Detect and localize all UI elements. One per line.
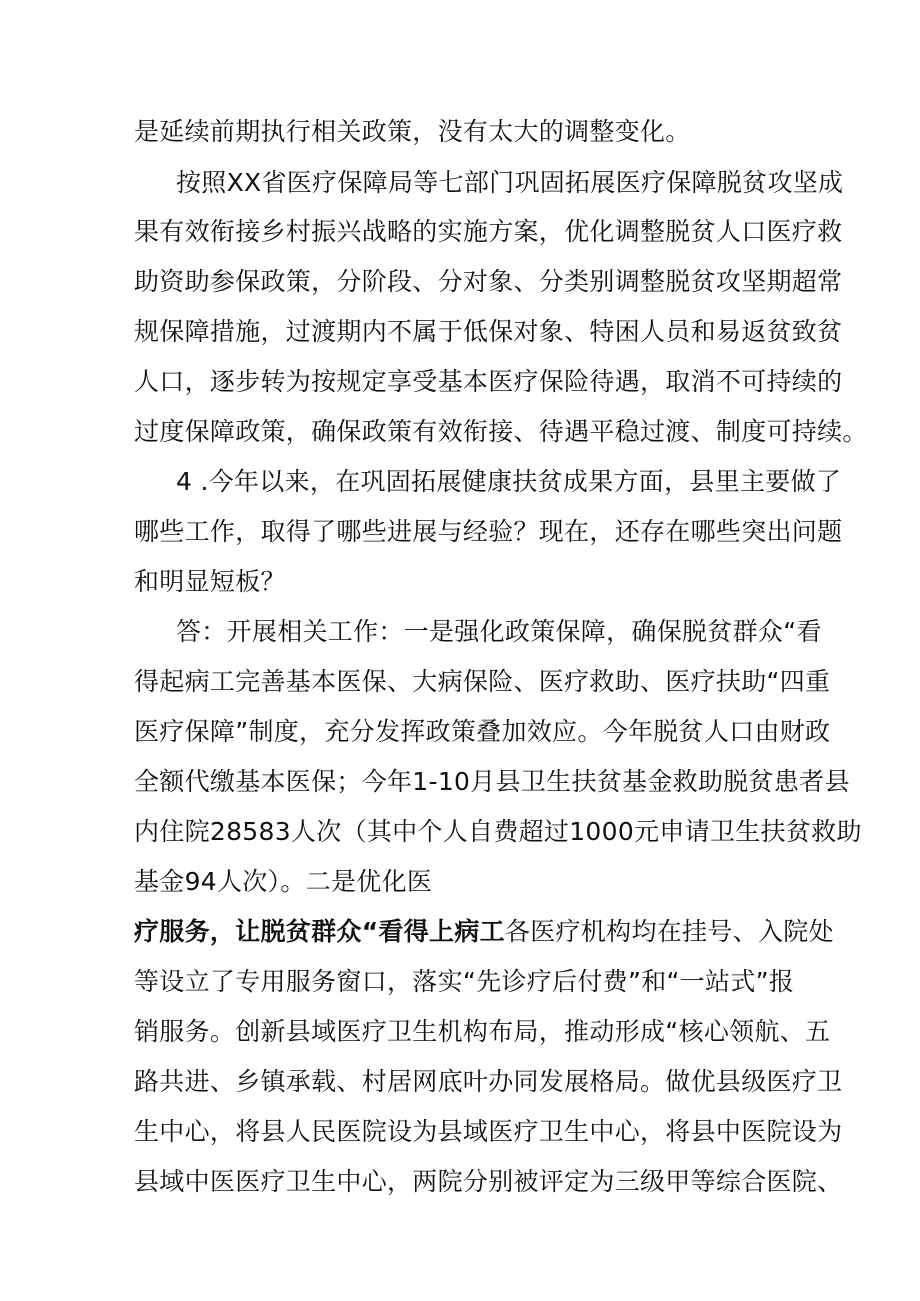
question-line: 哪些工作，取得了哪些进展与经验？现在，还存在哪些突出问题	[134, 517, 843, 546]
question-line: 和明显短板？	[134, 567, 286, 596]
line-text: 各医疗机构均在挂号、入院处	[504, 917, 834, 946]
paragraph-line: 是延续前期执行相关政策，没有太大的调整变化。	[134, 117, 691, 146]
answer-line: 路共进、乡镇承载、村居网底叶办同发展格局。做优县级医疗卫	[134, 1067, 843, 1096]
answer-line: 等设立了专用服务窗口，落实“先诊疗后付费”和“一站式”报	[134, 967, 795, 996]
paragraph-line: 果有效衔接乡村振兴战略的实施方案，优化调整脱贫人口医疗救	[134, 217, 843, 246]
paragraph-line: 按照XX省医疗保障局等七部门巩固拓展医疗保障脱贫攻坚成	[176, 168, 844, 197]
paragraph-line: 人口，逐步转为按规定享受基本医疗保险待遇，取消不可持续的	[134, 367, 843, 396]
answer-line: 得起病工完善基本医保、大病保险、医疗救助、医疗扶助“四重	[134, 667, 831, 696]
question-line: 4 .今年以来，在巩固拓展健康扶贫成果方面，县里主要做了	[176, 467, 842, 496]
paragraph-line: 过度保障政策，确保政策有效衔接、待遇平稳过渡、制度可持续。	[134, 417, 868, 446]
answer-line	[134, 914, 834, 950]
paragraph-line: 规保障措施，过渡期内不属于低保对象、特困人员和易返贫致贫	[134, 317, 843, 346]
answer-line: 全额代缴基本医保；今年1-10月县卫生扶贫基金救助脱贫患者县	[134, 767, 850, 796]
answer-line: 生中心，将县人民医院设为县域医疗卫生中心，将县中医院设为	[134, 1117, 843, 1146]
answer-line: 内住院28583人次（其中个人自费超过1000元申请卫生扶贫救助	[134, 817, 862, 846]
paragraph-line: 助资助参保政策，分阶段、分对象、分类别调整脱贫攻坚期超常	[134, 267, 843, 296]
answer-line: 销服务。创新县域医疗卫生机构布局，推动形成“核心领航、五	[134, 1017, 831, 1046]
answer-line: 答：开展相关工作：一是强化政策保障，确保脱贫群众“看	[176, 617, 822, 646]
answer-line: 医疗保障”制度，充分发挥政策叠加效应。今年脱贫人口由财政	[134, 717, 831, 746]
bold-heading: 疗服务，让脱贫群众“看得上病工	[134, 917, 505, 946]
answer-line: 基金94人次）。二是优化医	[134, 867, 433, 896]
answer-line: 县域中医医疗卫生中心，两院分别被评定为三级甲等综合医院、	[134, 1167, 843, 1196]
